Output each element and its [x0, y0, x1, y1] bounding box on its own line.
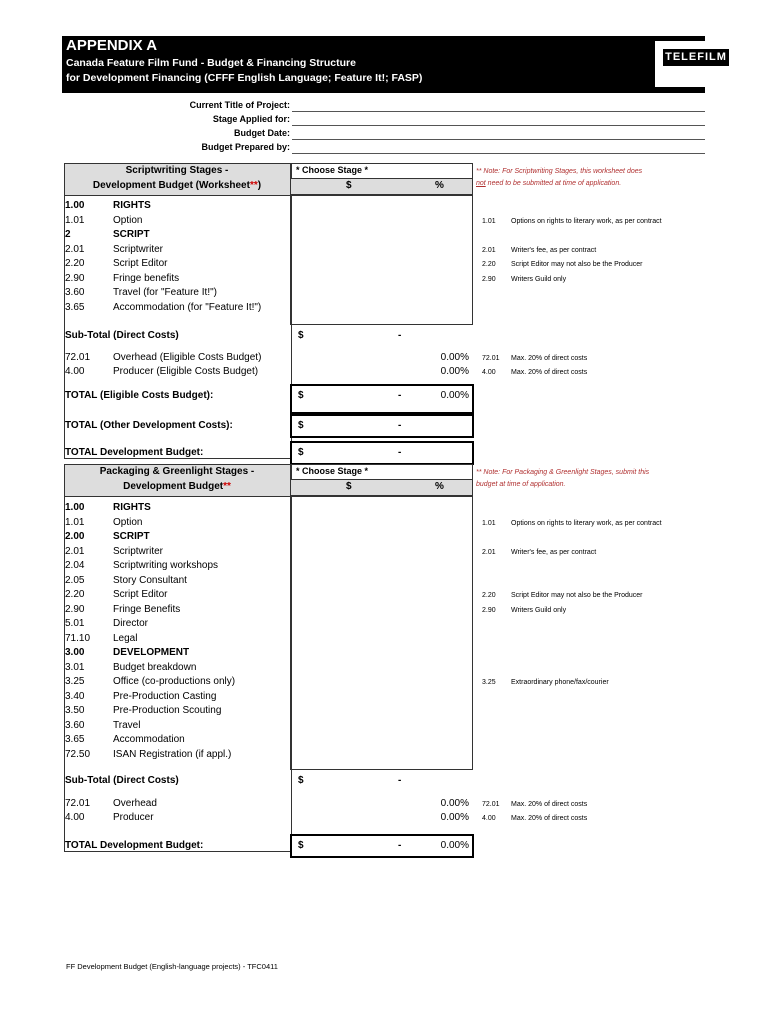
section-title-line1: Scriptwriting Stages - [125, 165, 229, 176]
item-code: 1.01 [65, 214, 85, 226]
item-label: RIGHTS [113, 200, 151, 211]
item-code: 3.65 [65, 301, 85, 313]
total-dollar: $ [298, 447, 304, 458]
item-label: Script Editor [113, 589, 168, 600]
item-code: 3.01 [65, 661, 85, 673]
item-code: 3.60 [65, 287, 85, 298]
item-label: Budget breakdown [113, 661, 197, 673]
item-code: 72.01 [65, 352, 91, 363]
stage-note: ** Note: For Packaging & Greenlight Stages, submit this [476, 469, 650, 476]
item-label: Fringe Benefits [113, 603, 181, 615]
item-label: Travel [113, 719, 141, 731]
item-label: Accommodation [113, 734, 185, 745]
note-text: Max. 20% of direct costs [511, 815, 588, 822]
item-label: Fringe benefits [113, 272, 180, 284]
page-title: APPENDIX A [66, 37, 158, 54]
subtitle: Canada Feature Film Fund - Budget & Financing Structure [66, 57, 356, 69]
footer: FF Development Budget (English-language projects) - TFC0411 [66, 962, 278, 971]
header-banner [62, 36, 727, 93]
note-text: Max. 20% of direct costs [511, 801, 588, 808]
item-label: Scriptwriter [113, 243, 164, 255]
item-code: 71.10 [65, 632, 91, 644]
item-label: SCRIPT [113, 229, 150, 240]
item-label: Scriptwriting workshops [113, 560, 219, 571]
percent-value: 0.00% [440, 366, 469, 377]
note-text: Extraordinary phone/fax/courier [511, 679, 609, 686]
field-label: Current Title of Project: [189, 100, 290, 110]
note-text: Script Editor may not also be the Producer [511, 592, 643, 599]
percent-value: 0.00% [440, 812, 469, 823]
item-code: 2.04 [65, 560, 85, 571]
item-code: 2.90 [65, 603, 85, 615]
note-code: 4.00 [482, 815, 496, 822]
field-input[interactable] [292, 153, 705, 154]
note-text: Writers Guild only [511, 606, 567, 614]
stage-note: ** Note: For Scriptwriting Stages, this worksheet does [476, 168, 643, 175]
section-title-line1: Packaging & Greenlight Stages - [99, 466, 255, 477]
item-code: 3.60 [65, 719, 85, 731]
note-code: 1.01 [482, 519, 496, 527]
total-label: TOTAL (Eligible Costs Budget): [65, 390, 214, 401]
item-label: Pre-Production Scouting [113, 705, 222, 716]
field-label: Stage Applied for: [212, 114, 290, 124]
note-text: Max. 20% of direct costs [511, 369, 588, 376]
subtotal-value: - [398, 775, 402, 786]
telefilm-logo: TELEFILM CANADA [655, 41, 737, 87]
item-code: 2 [65, 229, 71, 240]
note-code: 72.01 [482, 355, 500, 362]
note-text: Script Editor may not also be the Producer [511, 261, 643, 268]
section-title-line2: Development Budget (Worksheet**) [92, 180, 262, 191]
note-text: Options on rights to literary work, as per contract [511, 217, 662, 225]
note-text: Writers Guild only [511, 275, 567, 283]
item-code: 3.25 [65, 676, 85, 687]
item-code: 4.00 [65, 812, 85, 823]
item-label: RIGHTS [113, 502, 151, 513]
subtotal-value: - [398, 330, 402, 341]
total-label: TOTAL Development Budget: [65, 447, 204, 458]
item-label: Producer (Eligible Costs Budget) [113, 366, 259, 377]
item-label: Option [113, 214, 143, 226]
item-label: Travel (for "Feature It!") [113, 287, 217, 298]
column-percent: % [435, 481, 444, 492]
choose-stage-label[interactable]: * Choose Stage * [296, 466, 369, 476]
field-input[interactable] [292, 125, 705, 126]
subtotal-label: Sub-Total (Direct Costs) [65, 330, 179, 341]
total-value: - [398, 840, 402, 851]
stage-note: budget at time of application. [476, 481, 566, 488]
item-label: Office (co-productions only) [113, 676, 236, 687]
total-box [290, 414, 474, 438]
column-dollar: $ [346, 481, 352, 492]
item-code: 2.20 [65, 589, 85, 600]
total-dollar: $ [298, 420, 304, 431]
percent-value: 0.00% [440, 798, 469, 809]
item-label: Script Editor [113, 258, 168, 269]
stage-note: not need to be submitted at time of application. [476, 180, 622, 187]
note-code: 2.01 [482, 548, 496, 556]
item-code: 1.01 [65, 516, 85, 528]
item-code: 3.40 [65, 690, 85, 702]
item-code: 2.00 [65, 531, 85, 542]
item-code: 5.01 [65, 618, 85, 629]
item-code: 1.00 [65, 502, 85, 513]
field-label: Budget Date: [234, 128, 290, 138]
item-code: 2.01 [65, 243, 85, 255]
total-value: - [398, 420, 402, 431]
item-label: Story Consultant [113, 574, 187, 586]
total-value: - [398, 447, 402, 458]
item-code: 2.01 [65, 545, 85, 557]
note-text: Writer's fee, as per contract [511, 246, 597, 254]
left-column-box [64, 495, 292, 852]
item-label: Producer [113, 812, 154, 823]
item-code: 3.50 [65, 705, 85, 716]
item-label: Accommodation (for "Feature It!") [113, 301, 262, 313]
note-code: 4.00 [482, 369, 496, 376]
choose-stage-label[interactable]: * Choose Stage * [296, 165, 369, 175]
percent-value: 0.00% [440, 352, 469, 363]
note-text: Options on rights to literary work, as per contract [511, 519, 662, 527]
total-value: - [398, 390, 402, 401]
note-code: 2.20 [482, 261, 496, 268]
item-code: 72.01 [65, 798, 91, 809]
item-label: Pre-Production Casting [113, 690, 217, 702]
total-label: TOTAL (Other Development Costs): [65, 420, 233, 431]
item-code: 1.00 [65, 200, 85, 211]
item-label: Director [113, 618, 149, 629]
note-code: 2.01 [482, 246, 496, 254]
total-percent: 0.00% [440, 840, 469, 851]
item-label: ISAN Registration (if appl.) [113, 748, 232, 760]
subtotal-dollar: $ [298, 330, 304, 341]
note-code: 2.20 [482, 592, 496, 599]
item-code: 3.00 [65, 647, 85, 658]
amount-input-area[interactable] [290, 495, 473, 770]
item-label: Overhead (Eligible Costs Budget) [113, 352, 262, 363]
note-code: 2.90 [482, 275, 496, 283]
note-code: 2.90 [482, 606, 496, 614]
item-label: DEVELOPMENT [113, 647, 190, 658]
item-label: Scriptwriter [113, 545, 164, 557]
total-percent: 0.00% [440, 390, 469, 401]
subtotal-dollar: $ [298, 775, 304, 786]
subtitle: for Development Financing (CFFF English Language; Feature It!; FASP) [66, 72, 423, 84]
total-dollar: $ [298, 390, 304, 401]
field-input[interactable] [292, 139, 705, 140]
section-title-line2: Development Budget** [123, 481, 231, 492]
note-text: Writer's fee, as per contract [511, 548, 597, 556]
total-box [290, 441, 474, 465]
item-label: Overhead [113, 798, 157, 809]
item-label: Option [113, 516, 143, 528]
item-code: 3.65 [65, 734, 85, 745]
note-code: 72.01 [482, 801, 500, 808]
subtotal-label: Sub-Total (Direct Costs) [65, 775, 179, 786]
total-dollar: $ [298, 840, 304, 851]
item-code: 2.20 [65, 258, 85, 269]
item-code: 4.00 [65, 366, 85, 377]
note-code: 1.01 [482, 217, 496, 225]
note-code: 3.25 [482, 679, 496, 686]
note-text: Max. 20% of direct costs [511, 355, 588, 362]
column-dollar: $ [346, 180, 352, 191]
column-percent: % [435, 180, 444, 191]
item-label: Legal [113, 632, 138, 644]
total-label: TOTAL Development Budget: [65, 840, 204, 851]
item-code: 2.90 [65, 272, 85, 284]
item-label: SCRIPT [113, 531, 150, 542]
item-code: 72.50 [65, 748, 91, 760]
amount-input-area[interactable] [290, 194, 473, 325]
item-code: 2.05 [65, 574, 85, 586]
field-input[interactable] [292, 111, 705, 112]
field-label: Budget Prepared by: [201, 142, 290, 152]
